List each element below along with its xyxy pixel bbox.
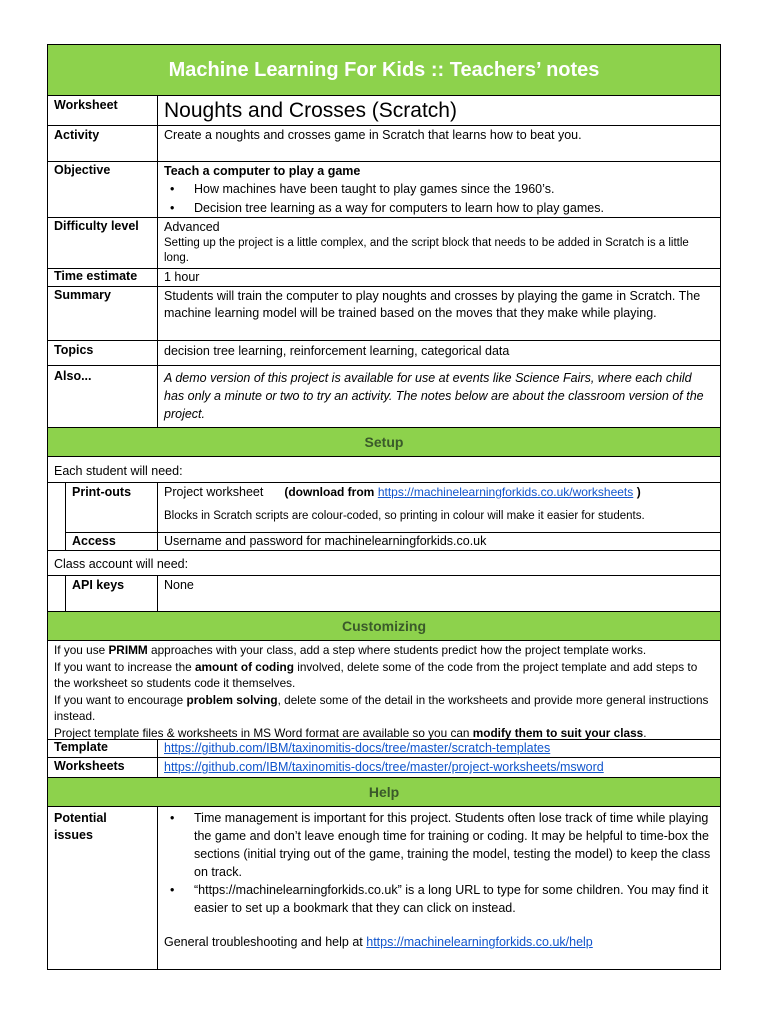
objective-row [48,162,720,218]
coding-note: If you want to increase the amount of coding involved, delete some of the code from the project template and add steps to the worksheet so students code it themselves. [54,659,698,690]
page-title [48,45,720,96]
customizing-heading [48,611,720,641]
worksheet-value: Noughts and Crosses (Scratch) [164,99,457,122]
also-value: A demo version of this project is available for use at events like Science Fairs, where each child has only a minute or two to try an activity. The notes below are about the classroom version of the project. [164,371,704,421]
time-row [48,269,720,287]
access-value: Username and password for machinelearningforkids.co.uk [164,534,487,548]
worksheet-row [48,96,720,126]
difficulty-content [164,219,712,266]
activity-label: Activity [54,128,100,142]
teachers-notes-document [47,44,721,970]
general-help-prefix: General troubleshooting and help at [164,935,363,949]
also-row [48,366,720,427]
worksheets-download-link[interactable]: https://machinelearningforkids.co.uk/worksheets [377,485,634,499]
primm-note: If you use PRIMM approaches with your class, add a step where students predict how the project template works. [54,643,647,657]
api-label: API keys [72,578,125,592]
printouts-value: Project worksheet [164,485,264,499]
activity-row [48,126,720,162]
help-content [164,809,712,951]
objective-bullet: • Decision tree learning as a way for computers to learn how to play games. [164,200,712,217]
objective-bullet: • How machines have been taught to play games since the 1960’s. [164,181,712,198]
student-need-text: Each student will need: [54,464,183,478]
worksheets-link[interactable]: https://github.com/IBM/taxinomitis-docs/tree/master/project-worksheets/msword [164,760,604,774]
objective-content [164,163,712,217]
help-heading [48,777,720,807]
student-need-row [48,457,720,483]
help-bullet: • Time management is important for this project. Students often lose track of time while playing the game and don’t leave enough time for training or coding. It may be helpful to time-box the sections (initial trying out of the game, training the model, testing the model) to keep the class on track. [164,809,712,881]
help-link[interactable]: https://machinelearningforkids.co.uk/help [366,935,593,949]
setup-heading-text: Setup [364,434,404,450]
difficulty-row [48,218,720,269]
printouts-content [164,484,712,525]
summary-label: Summary [54,288,111,302]
customizing-notes [48,641,720,740]
help-divider [157,807,158,970]
objective-title: Teach a computer to play a game [164,164,361,178]
template-row [48,740,720,758]
topics-row [48,341,720,366]
help-bullet: • “https://machinelearningforkids.co.uk” is a long URL to type for some children. You may find it easier to set up a bookmark that they can click on instead. [164,881,712,917]
printouts-note: Blocks in Scratch scripts are colour-coded, so printing in colour will make it easier for students. [164,510,645,522]
topics-value: decision tree learning, reinforcement learning, categorical data [164,344,510,358]
class-need-row [48,551,720,576]
api-value: None [164,578,194,592]
printouts-line [164,484,712,501]
help-heading-text: Help [368,784,400,800]
worksheets-row [48,758,720,777]
page-title-text: Machine Learning For Kids :: Teachers’ notes [168,59,600,81]
customizing-heading-text: Customizing [342,618,426,634]
activity-value: Create a noughts and crosses game in Scratch that learns how to beat you. [164,128,582,142]
time-label: Time estimate [54,269,138,283]
difficulty-value: Advanced [164,220,220,234]
difficulty-note: Setting up the project is a little complex, and the script block that needs to be added in Scratch is a little long. [164,237,689,264]
printouts-download-prefix: (download from [284,485,375,499]
customizing-text [54,642,714,741]
objective-label: Objective [54,163,111,177]
issues-label: Potential issues [54,811,107,842]
general-help-line [164,933,712,951]
access-label: Access [72,534,116,548]
setup-heading [48,427,720,457]
topics-label: Topics [54,343,94,357]
time-value: 1 hour [164,270,200,284]
template-label: Template [54,740,108,754]
difficulty-label: Difficulty level [54,219,139,233]
problem-solving-note: If you want to encourage problem solving, delete some of the detail in the worksheets and provide more general instructions instead. [54,692,709,723]
template-link[interactable]: https://github.com/IBM/taxinomitis-docs/tree/master/scratch-templates [164,741,551,755]
api-divider [157,576,158,611]
worksheet-label: Worksheet [54,98,118,112]
printouts-download-suffix: ) [636,485,641,499]
worksheets-label: Worksheets [54,759,125,773]
printouts-label: Print-outs [72,485,132,499]
summary-value: Students will train the computer to play noughts and crosses by playing the game in Scratch. The machine learning model will be trained based on the moves that they make while playing. [164,289,701,320]
also-label: Also... [54,369,92,383]
summary-row [48,287,720,341]
class-need-text: Class account will need: [54,557,189,571]
api-indent-line [65,576,66,611]
modify-note: Project template files & worksheets in MS Word format are available so you can modify them to suit your class. [54,725,647,740]
